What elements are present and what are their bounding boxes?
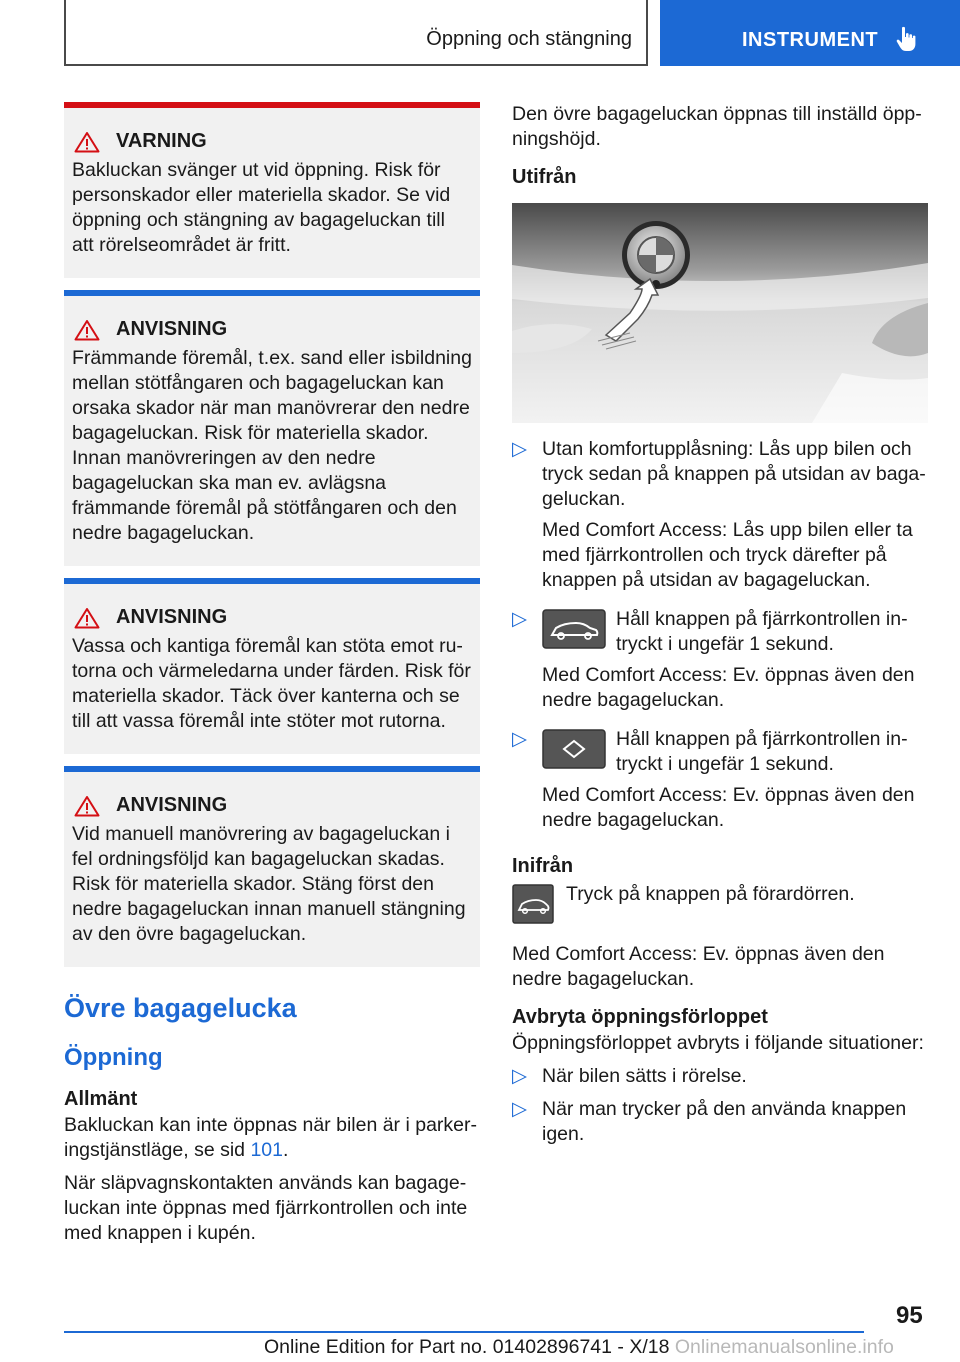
list-item-text: Håll knappen på fjärrkontrollen intryckt i ungefär 1 sekund. [616, 608, 908, 655]
abort-list [512, 1064, 930, 1147]
footer-edition-text: Online Edition for Part no. 01402896741 - X/18 [264, 1336, 670, 1358]
trailer-paragraph: När släpvagnskontakten används kan bagageluckan inte öppnas med fjärrkontrollen och inte med knappen i kupén. [64, 1172, 468, 1244]
warning-box [64, 102, 480, 278]
header-chapter-title: INSTRUMENT [742, 29, 879, 51]
triangle-bullet-icon: ▷ [512, 1065, 527, 1087]
header-chapter-tab [660, 0, 960, 66]
hand-pointer-icon [896, 26, 918, 52]
general-text-end: . [283, 1139, 289, 1161]
list-item [512, 727, 930, 833]
outside-list [512, 437, 930, 833]
notice-box-text: Främmande föremål, t.ex. sand eller isbildning mellan stötfångaren och bagageluckan kan orsaka skador när man manövrerar den nedre bagageluckan. Risk för materiella skador. Innan manövreringen av den nedre bagageluckan ska man ev. avlägsna främmande föremål på stötfångaren och den nedre bagageluckan. [72, 347, 472, 544]
triangle-bullet-icon: ▷ [512, 728, 527, 750]
notice-box-title: ANVISNING [116, 794, 228, 816]
car-trunk-key-icon [542, 609, 606, 649]
list-item-subtext: Med Comfort Access: Ev. öppnas även den nedre bagageluckan. [542, 784, 915, 831]
warning-box-text: Bakluckan svänger ut vid öppning. Risk för personskador eller materiella skador. Se vid öppning och stängning av bagageluckan till att rörelseområdet är fritt. [72, 159, 451, 256]
list-item-text: Utan komfortupplåsning: Lås upp bilen och tryck sedan på knappen på utsidan av bagageluckan. [542, 438, 926, 510]
notice-box-header [74, 794, 472, 817]
notice-box [64, 766, 480, 967]
notice-box-header [74, 606, 472, 629]
list-item [512, 607, 930, 713]
triangle-bullet-icon: ▷ [512, 1098, 527, 1120]
list-item [512, 1097, 930, 1147]
list-item-text: När bilen sätts i rörelse. [542, 1065, 747, 1087]
inside-subtext: Med Comfort Access: Ev. öppnas även den nedre bagageluckan. [512, 943, 885, 990]
section-title: Övre bagagelucka [64, 993, 297, 1023]
triangle-bullet-icon: ▷ [512, 438, 527, 460]
list-item-text: Håll knappen på fjärrkontrollen intryckt i ungefär 1 sekund. [616, 728, 908, 775]
key-row [542, 727, 930, 777]
list-item [512, 437, 930, 593]
list-item-subtext: Med Comfort Access: Lås upp bilen eller ta med fjärrkontrollen och tryck därefter på knappen på utsidan av bagageluckan. [542, 519, 913, 591]
intro-paragraph: Den övre bagageluckan öppnas till inställd öppningshöjd. [512, 103, 922, 150]
header-section-title: Öppning och stängning [426, 28, 632, 50]
notice-box [64, 578, 480, 754]
warning-triangle-icon [74, 795, 100, 817]
warning-box-header [74, 130, 472, 153]
general-text: Bakluckan kan inte öppnas när bilen är i parkeringstjänstläge, se sid [64, 1114, 477, 1161]
notice-box [64, 290, 480, 566]
general-heading: Allmänt [64, 1088, 138, 1110]
left-column [64, 102, 480, 1254]
footer-watermark: Onlinemanualsonline.info [674, 1336, 894, 1358]
abort-intro: Öppningsförloppet avbryts i följande situationer: [512, 1032, 924, 1054]
warning-triangle-icon [74, 131, 100, 153]
header-section-tab [64, 0, 648, 66]
inside-heading: Inifrån [512, 855, 574, 877]
page-number: 95 [896, 1302, 923, 1329]
page-reference-link[interactable]: 101 [250, 1139, 283, 1161]
page-header [0, 0, 960, 66]
subsection-title: Öppning [64, 1044, 163, 1071]
footer-edition [264, 1336, 894, 1359]
list-item-subtext: Med Comfort Access: Ev. öppnas även den nedre bagageluckan. [542, 664, 915, 711]
triangle-bullet-icon: ▷ [512, 608, 527, 630]
notice-box-header [74, 318, 472, 341]
trunk-open-button-icon [512, 884, 554, 924]
list-item [512, 1064, 930, 1089]
general-paragraph [64, 1113, 480, 1163]
footer-divider [64, 1331, 864, 1333]
trunk-button-photo [512, 203, 928, 423]
notice-box-title: ANVISNING [116, 606, 228, 628]
notice-box-text: Vid manuell manövrering av bagageluckan i fel ordningsföljd kan bagageluckan skadas. Risk för materiella skador. Stäng först den nedre bagageluckan innan manuell stängning av den övre bagageluckan. [72, 823, 466, 945]
notice-box-text: Vassa och kantiga föremål kan stöta emot rutorna och värmeledarna under färden. Risk för materiella skador. Täck över kanterna och se till att vassa föremål inte stöter mot rutorna. [72, 635, 471, 732]
list-item-text: När man trycker på den använda knappen igen. [542, 1098, 907, 1145]
inside-row [512, 882, 930, 924]
inside-text: Tryck på knappen på förardörren. [566, 883, 855, 905]
right-column [512, 102, 930, 1155]
warning-triangle-icon [74, 607, 100, 629]
warning-triangle-icon [74, 319, 100, 341]
diamond-key-icon [542, 729, 606, 769]
warning-box-title: VARNING [116, 130, 207, 152]
key-row [542, 607, 930, 657]
notice-box-title: ANVISNING [116, 318, 228, 340]
abort-heading: Avbryta öppningsförloppet [512, 1006, 768, 1028]
outside-heading: Utifrån [512, 166, 577, 188]
